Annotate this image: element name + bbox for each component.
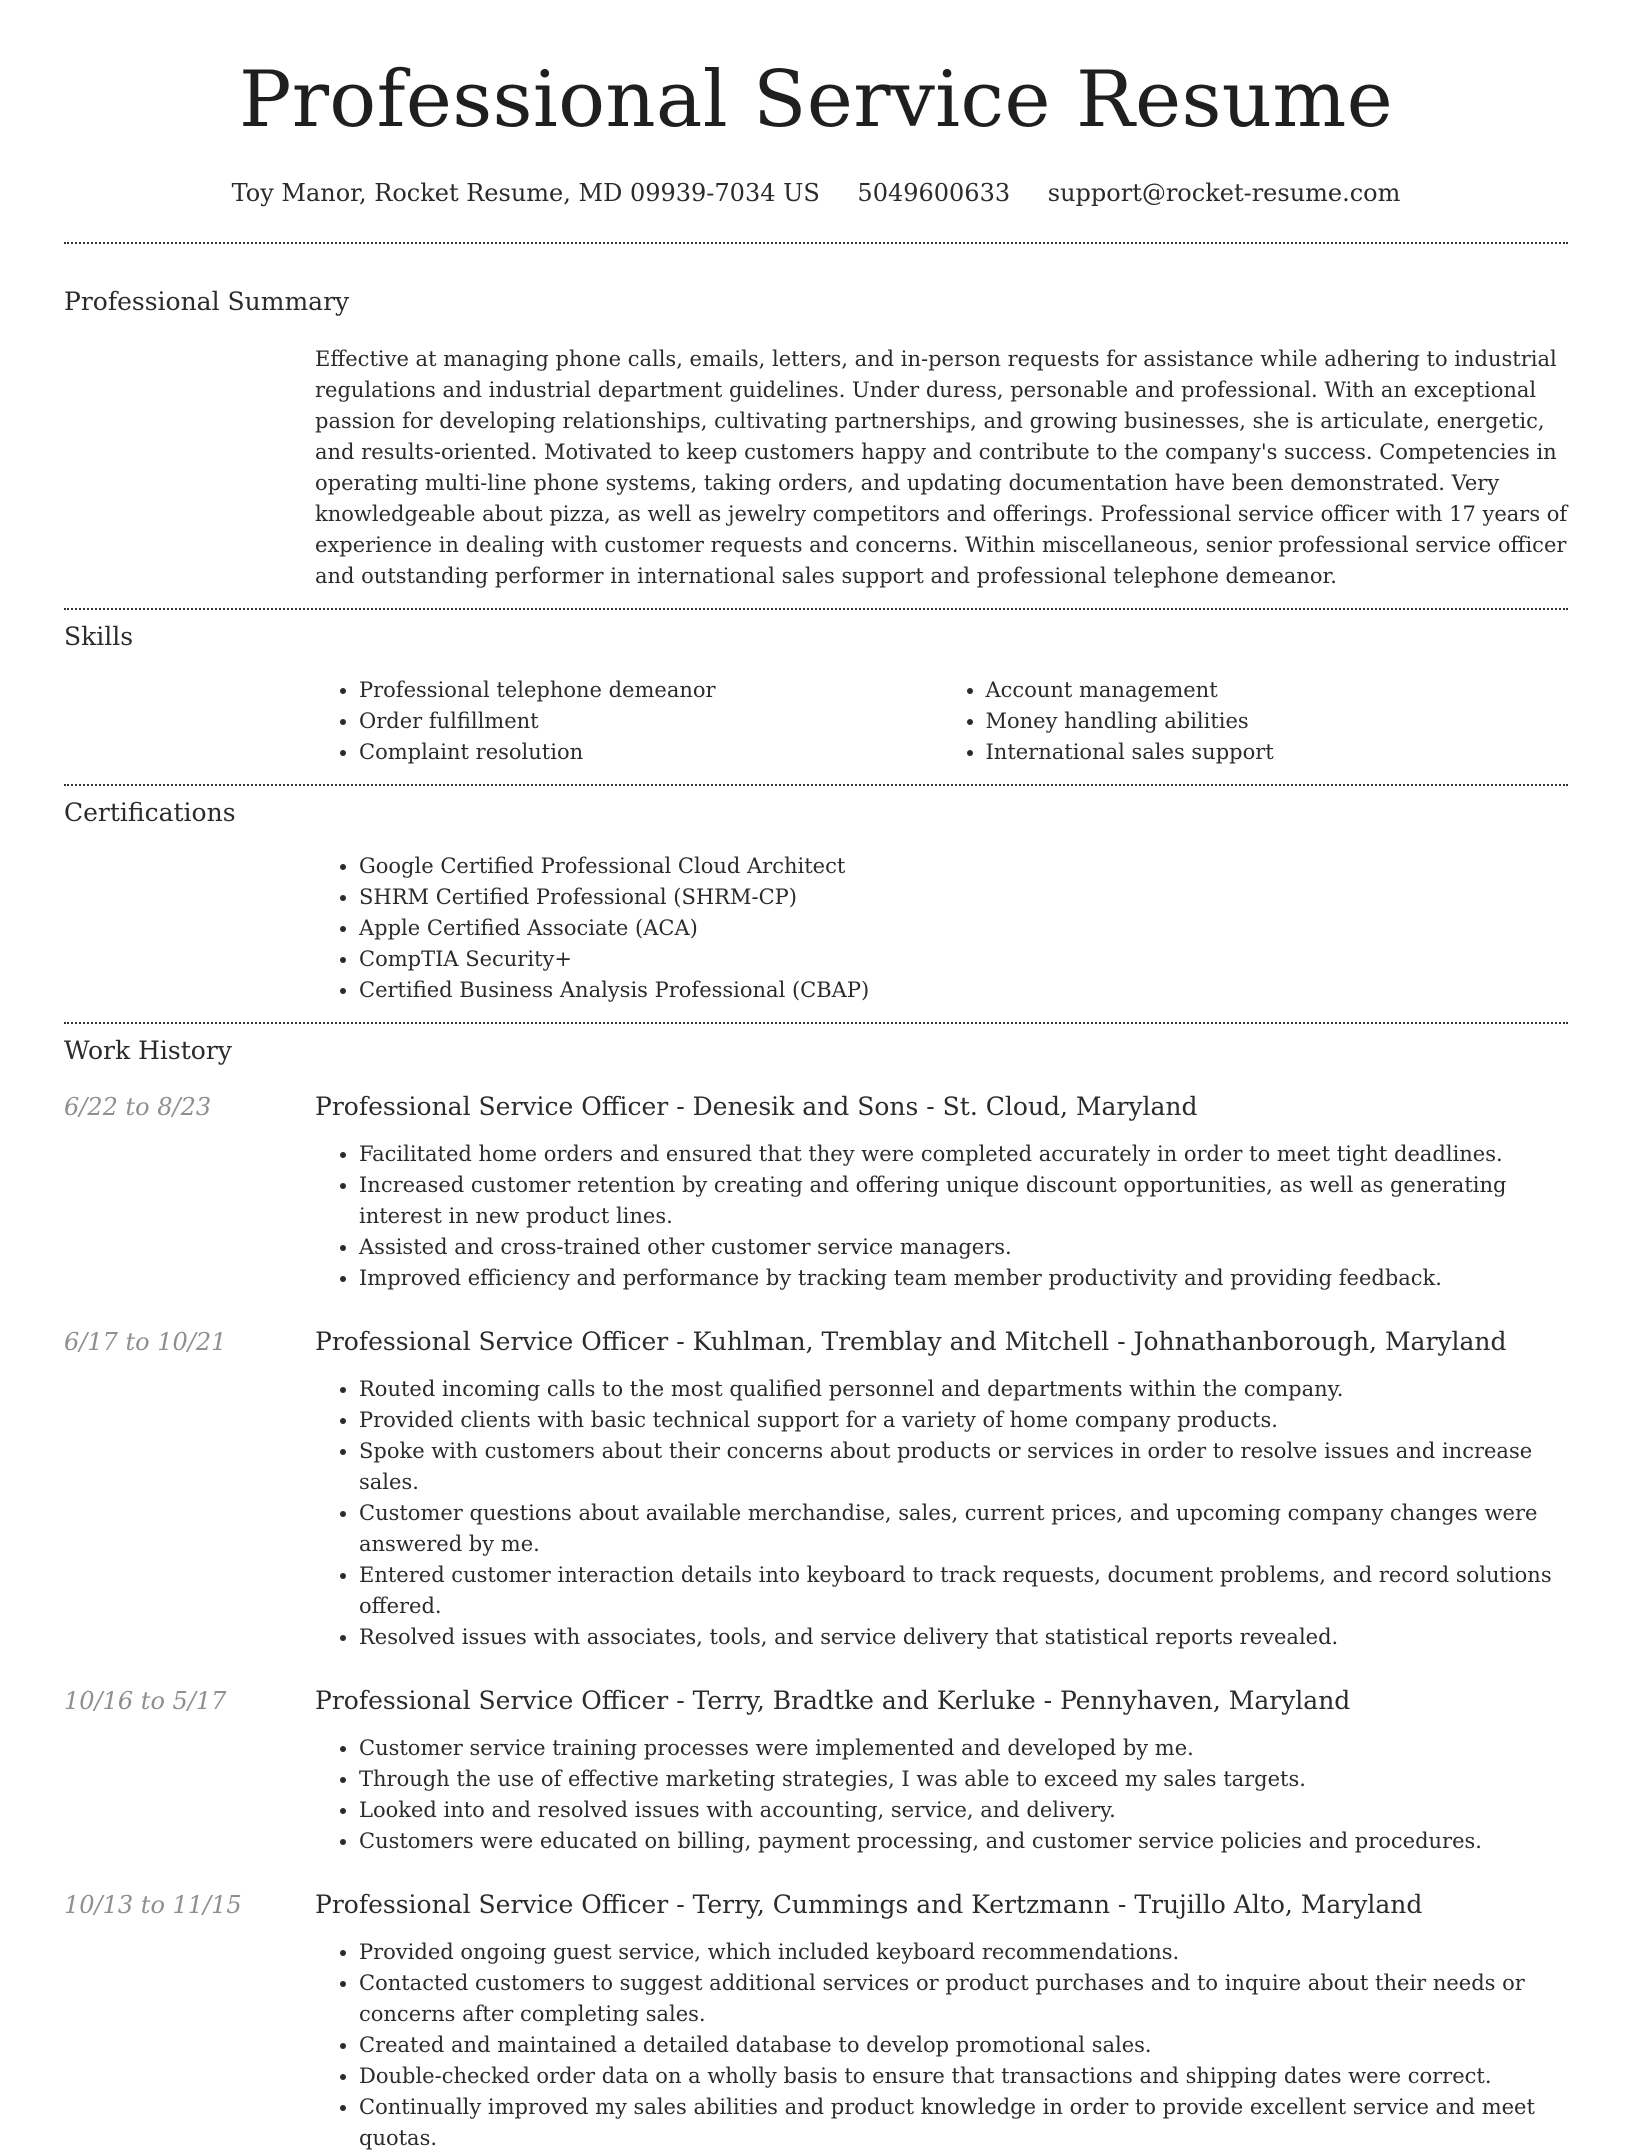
job-dates: 6/17 to 10/21	[64, 1328, 227, 1356]
certifications-list	[315, 851, 1568, 1006]
job-body	[315, 1091, 1568, 1294]
job-title: Professional Service Officer - Terry, Bradtke and Kerluke - Pennyhaven, Maryland	[315, 1686, 1351, 1715]
skill-item: • Complaint resolution	[359, 737, 942, 768]
job-bullets	[315, 1937, 1568, 2154]
job-dates: 10/16 to 5/17	[64, 1687, 227, 1715]
job-entry	[64, 1091, 1568, 1294]
job-title: Professional Service Officer - Terry, Cummings and Kertzmann - Trujillo Alto, Maryland	[315, 1890, 1423, 1919]
certifications-heading: Certifications	[64, 798, 236, 827]
skills-heading: Skills	[64, 622, 134, 651]
certification-item: • Certified Business Analysis Professional (CBAP)	[359, 975, 1568, 1006]
job-body	[315, 1685, 1568, 1857]
contact-address: Toy Manor, Rocket Resume, MD 09939-7034 US	[231, 179, 820, 207]
resume-title: Professional Service Resume	[238, 55, 1394, 145]
job-bullet: • Entered customer interaction details into keyboard to track requests, document problems, and record solutions offered.	[359, 1560, 1568, 1622]
contact-email: support@rocket-resume.com	[1047, 179, 1401, 207]
certification-item: • CompTIA Security+	[359, 944, 1568, 975]
divider	[64, 608, 1568, 610]
skill-item: • Order fulfillment	[359, 706, 942, 737]
skill-item: • International sales support	[986, 737, 1569, 768]
contact-line	[64, 178, 1568, 208]
job-bullet: • Double-checked order data on a wholly basis to ensure that transactions and shipping dates were correct.	[359, 2061, 1568, 2092]
job-bullet: • Through the use of effective marketing strategies, I was able to exceed my sales targets.	[359, 1764, 1568, 1795]
job-bullet: • Routed incoming calls to the most qualified personnel and departments within the company.	[359, 1374, 1568, 1405]
job-bullet: • Spoke with customers about their concerns about products or services in order to resolve issues and increase sales.	[359, 1436, 1568, 1498]
job-entry	[64, 1685, 1568, 1857]
certification-item: • Google Certified Professional Cloud Architect	[359, 851, 1568, 882]
skill-item: • Professional telephone demeanor	[359, 675, 942, 706]
job-bullet: • Looked into and resolved issues with accounting, service, and delivery.	[359, 1795, 1568, 1826]
job-bullet: • Customer questions about available merchandise, sales, current prices, and upcoming company changes were answered by me.	[359, 1498, 1568, 1560]
certifications-content	[315, 851, 1568, 1006]
job-bullet: • Facilitated home orders and ensured that they were completed accurately in order to meet tight deadlines.	[359, 1139, 1568, 1170]
job-bullet: • Increased customer retention by creating and offering unique discount opportunities, as well as generating interest in new product lines.	[359, 1170, 1568, 1232]
summary-text: Effective at managing phone calls, emails, letters, and in-person requests for assistance while adhering to industrial regulations and industrial department guidelines. Under duress, personable and professional. With an exceptional passion for developing relationships, cultivating partnerships, and growing businesses, she is articulate, energetic, and results-oriented. Motivated to keep customers happy and contribute to the company's success. Competencies in operating multi-line phone systems, taking orders, and updating documentation have been demonstrated. Very knowledgeable about pizza, as well as jewelry competitors and offerings. Professional service officer with 17 years of experience in dealing with customer requests and concerns. Within miscellaneous, senior professional service officer and outstanding performer in international sales support and professional telephone demeanor.	[315, 347, 1568, 588]
skill-item: • Account management	[986, 675, 1569, 706]
job-dates: 6/22 to 8/23	[64, 1093, 212, 1121]
job-bullet: • Resolved issues with associates, tools, and service delivery that statistical reports revealed.	[359, 1622, 1568, 1653]
certification-item: • SHRM Certified Professional (SHRM-CP)	[359, 882, 1568, 913]
job-bullet: • Provided ongoing guest service, which included keyboard recommendations.	[359, 1937, 1568, 1968]
skills-list-left	[315, 675, 942, 768]
job-entry	[64, 1889, 1568, 2154]
job-title: Professional Service Officer - Kuhlman, Tremblay and Mitchell - Johnathanborough, Maryland	[315, 1327, 1507, 1356]
job-bullet: • Improved efficiency and performance by tracking team member productivity and providing feedback.	[359, 1263, 1568, 1294]
summary-heading: Professional Summary	[64, 287, 350, 316]
skills-section	[64, 621, 1568, 768]
job-bullet: • Continually improved my sales abilities and product knowledge in order to provide excellent service and meet quotas.	[359, 2092, 1568, 2154]
job-body	[315, 1326, 1568, 1653]
summary-section	[64, 286, 1568, 592]
job-entry	[64, 1326, 1568, 1653]
contact-phone: 5049600633	[857, 179, 1011, 207]
job-bullets	[315, 1374, 1568, 1653]
divider	[64, 1022, 1568, 1024]
divider	[64, 242, 1568, 244]
job-bullet: • Created and maintained a detailed database to develop promotional sales.	[359, 2030, 1568, 2061]
resume-page	[64, 0, 1568, 2154]
job-bullet: • Customers were educated on billing, payment processing, and customer service policies and procedures.	[359, 1826, 1568, 1857]
skills-grid	[315, 675, 1568, 768]
skill-item: • Money handling abilities	[986, 706, 1569, 737]
job-body	[315, 1889, 1568, 2154]
certifications-section	[64, 797, 1568, 1006]
job-bullets	[315, 1139, 1568, 1294]
work-heading: Work History	[64, 1036, 232, 1065]
job-bullet: • Contacted customers to suggest additional services or product purchases and to inquire about their needs or concerns after completing sales.	[359, 1968, 1568, 2030]
job-bullets	[315, 1733, 1568, 1857]
certification-item: • Apple Certified Associate (ACA)	[359, 913, 1568, 944]
work-section	[64, 1035, 1568, 2154]
job-bullet: • Assisted and cross-trained other customer service managers.	[359, 1232, 1568, 1263]
job-bullet: • Customer service training processes were implemented and developed by me.	[359, 1733, 1568, 1764]
job-title: Professional Service Officer - Denesik and Sons - St. Cloud, Maryland	[315, 1092, 1198, 1121]
job-bullet: • Provided clients with basic technical support for a variety of home company products.	[359, 1405, 1568, 1436]
job-dates: 10/13 to 11/15	[64, 1891, 242, 1919]
divider	[64, 784, 1568, 786]
skills-list-right	[942, 675, 1569, 768]
